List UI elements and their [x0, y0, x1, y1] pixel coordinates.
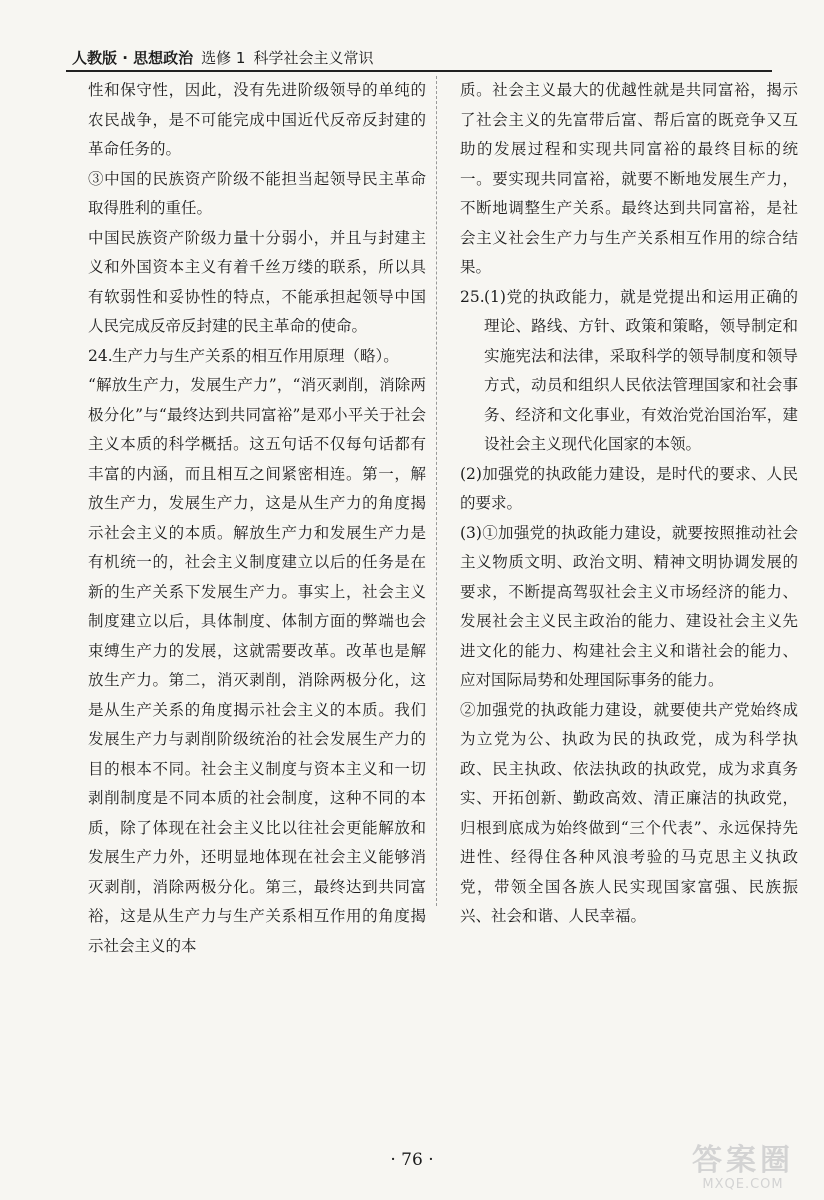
- answer-paragraph: ②加强党的执政能力建设，就要使共产党始终成为立党为公、执政为民的执政党，成为科学执政、民主执政、依法执政的执政党，成为求真务实、开拓创新、勤政高效、清正廉洁的执政党，归根到底成为始终做到“三个代表”、永远保持先进性、经得住各种风浪考验的马克思主义执政党，带领全国各族人民实现国家富强、民族振兴、社会和谐、人民幸福。: [460, 700, 798, 925]
- site-watermark: [668, 1144, 818, 1196]
- answer-paragraph: ③中国的民族资产阶级不能担当起领导民主革命取得胜利的重任。: [88, 169, 426, 217]
- answer-text: 生产力与生产关系的相互作用原理（略）。: [112, 346, 399, 365]
- question-item: [448, 283, 798, 460]
- right-column: [448, 76, 798, 932]
- header-rule: [66, 70, 772, 72]
- subject-title: 科学社会主义常识: [253, 49, 374, 67]
- left-column: [76, 76, 426, 961]
- answer-paragraph: 性和保守性，因此，没有先进阶级领导的单纯的农民战争，是不可能完成中国近代反帝反封建的革命任务的。: [88, 81, 426, 158]
- edition-badge: 人教版 · 思想政治: [72, 49, 194, 67]
- watermark-logo-text: 答案圈: [692, 1143, 794, 1178]
- column-divider: [436, 76, 437, 906]
- answer-paragraph: “解放生产力，发展生产力”，“消灭剥削，消除两极分化”与“最终达到共同富裕”是邓小平关于社会主义本质的科学概括。这五句话不仅每句话都有丰富的内涵，而且相互之间紧密相连。第一，解放生产力，发展生产力，这是从生产力的角度揭示社会主义的本质。解放生产力和发展生产力是有机统一的，社会主义制度建立以后的任务是在新的生产关系下发展生产力。事实上，社会主义制度建立以后，具体制度、体制方面的弊端也会束缚生产力的发展，这就需要改革。改革也是解放生产力。第二，消灭剥削，消除两极分化，这是从生产关系的角度揭示社会主义的本质。我们发展生产力与剥削阶级统治的社会发展生产力的目的根本不同。社会主义制度与资本主义和一切剥削制度是不同本质的社会制度，这种不同的本质，除了体现在社会主义比以往社会更能解放和发展生产力外，还明显地体现在社会主义能够消灭剥削，消除两极分化。第三，最终达到共同富裕，这是从生产力与生产关系相互作用的角度揭示社会主义的本: [88, 376, 426, 955]
- answer-text: (1)党的执政能力，就是党提出和运用正确的理论、路线、方针、政策和策略，领导制定和实施宪法和法律，采取科学的领导制度和领导方式，动员和组织人民依法管理国家和社会事务、经济和文化事业，有效治党治国治军，建设社会主义现代化国家的本领。: [484, 287, 798, 453]
- answer-paragraph: 质。社会主义最大的优越性就是共同富裕，揭示了社会主义的先富带后富、帮后富的既竞争又互助的发展过程和实现共同富裕的最终目标的统一。要实现共同富裕，就要不断地发展生产力，不断地调整生产关系。最终达到共同富裕，是社会主义社会生产力与生产关系相互作用的综合结果。: [460, 81, 798, 276]
- book-volume: 选修 1: [201, 49, 246, 67]
- question-number: 25.: [460, 287, 485, 306]
- question-item: [76, 342, 426, 372]
- question-number: 24.: [88, 346, 113, 365]
- answer-paragraph: 中国民族资产阶级力量十分弱小，并且与封建主义和外国资本主义有着千丝万缕的联系，所以具有软弱性和妥协性的特点，不能承担起领导中国人民完成反帝反封建的民主革命的使命。: [88, 228, 426, 335]
- running-header: [72, 44, 772, 68]
- page-number: · 76 ·: [390, 1150, 434, 1170]
- answer-paragraph: (3)①加强党的执政能力建设，就要按照推动社会主义物质文明、政治文明、精神文明协调发展的要求，不断提高驾驭社会主义市场经济的能力、发展社会主义民主政治的能力、建设社会主义先进文化的能力、构建社会主义和谐社会的能力、应对国际局势和处理国际事务的能力。: [460, 523, 798, 689]
- watermark-url: MXQE.COM: [702, 1177, 784, 1192]
- answer-paragraph: (2)加强党的执政能力建设，是时代的要求、人民的要求。: [460, 464, 798, 512]
